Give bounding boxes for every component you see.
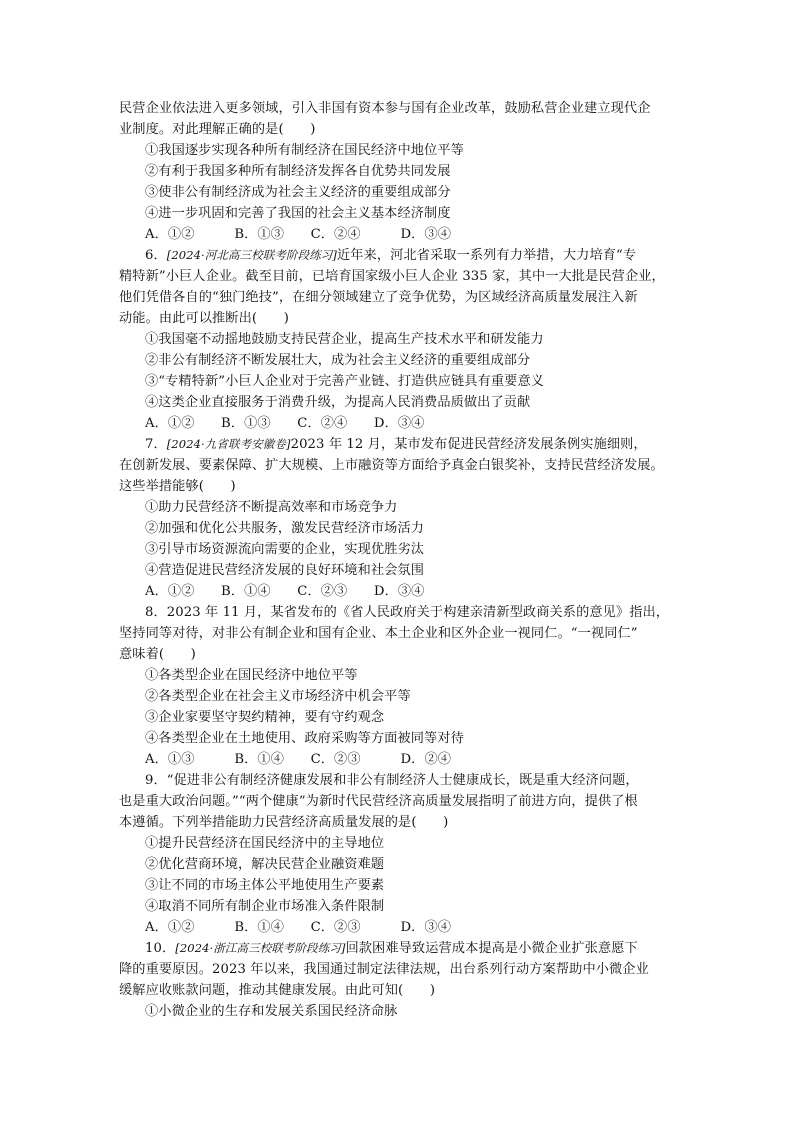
question-source: [2024·河北高三校联考阶段练习] bbox=[166, 248, 337, 262]
option-3: ③企业家要坚守契约精神，要有守约观念 bbox=[145, 710, 385, 725]
question-text-line: 这些举措能够( ) bbox=[119, 479, 236, 494]
option-4: ④营造促进民营经济发展的良好环境和社会氛围 bbox=[145, 563, 425, 578]
option-1: ①我国逐步实现各种所有制经济在国民经济中地位平等 bbox=[145, 143, 464, 158]
option-4: ④取消不同所有制企业市场准入条件限制 bbox=[145, 899, 385, 914]
question-text-line: 意味着( ) bbox=[119, 647, 196, 662]
question-text: 2023 年 12 月，某市发布促进民营经济发展条例实施细则， bbox=[290, 437, 647, 452]
question-source: [2024·九省联考安徽卷] bbox=[166, 437, 291, 451]
question-number: 6． bbox=[145, 248, 167, 263]
option-1: ①各类型企业在国民经济中地位平等 bbox=[145, 668, 358, 683]
question-number: 7． bbox=[145, 437, 167, 452]
question-8-first-line: 8．2023 年 11 月，某省发布的《省人民政府关于构建亲清新型政商关系的意见》指出， bbox=[145, 605, 670, 620]
question-text-line: 在创新发展、要素保障、扩大规模、上市融资等方面给予真金白银奖补，支持民营经济发展。 bbox=[119, 458, 664, 473]
question-text-line: 业制度。对此理解正确的是( ) bbox=[119, 122, 316, 137]
question-source: [2024·浙江高三校联考阶段练习] bbox=[175, 941, 346, 955]
question-text-line: 民营企业依法进入更多领域，引入非国有资本参与国有企业改革，鼓励私营企业建立现代企 bbox=[119, 101, 651, 116]
option-3: ③“专精特新”小巨人企业对于完善产业链、打造供应链具有重要意义 bbox=[145, 374, 545, 389]
option-3: ③使非公有制经济成为社会主义经济的重要组成部分 bbox=[145, 185, 451, 200]
answer-choices: A．①② B．①③ C．②④ D．③④ bbox=[145, 227, 452, 242]
option-1: ①助力民营经济不断提高效率和市场竞争力 bbox=[145, 500, 398, 515]
question-number: 10． bbox=[145, 941, 176, 956]
question-6-first-line bbox=[119, 245, 683, 266]
answer-choices: A．①② B．①③ C．②④ D．③④ bbox=[145, 416, 425, 431]
option-1: ①小微企业的生存和发展关系国民经济命脉 bbox=[145, 1004, 398, 1019]
option-3: ③引导市场资源流向需要的企业，实现优胜劣汰 bbox=[145, 542, 425, 557]
option-1: ①我国毫不动摇地鼓励支持民营企业，提高生产技术水平和研发能力 bbox=[145, 332, 544, 347]
question-10-first-line bbox=[119, 938, 683, 959]
option-4: ④进一步巩固和完善了我国的社会主义基本经济制度 bbox=[145, 206, 451, 221]
question-text: 近年来，河北省采取一系列有力举措，大力培育“专 bbox=[336, 248, 637, 263]
question-text-line: 也是重大政治问题。”“两个健康”为新时代民营经济高质量发展指明了前进方向，提供了根 bbox=[119, 794, 638, 809]
question-text-line: 精特新”小巨人企业。截至目前，已培育国家级小巨人企业 335 家，其中一大批是民营企业， bbox=[119, 269, 665, 284]
option-2: ②加强和优化公共服务，激发民营经济市场活力 bbox=[145, 521, 425, 536]
answer-choices: A．①② B．①④ C．②③ D．③④ bbox=[145, 920, 452, 935]
option-2: ②有利于我国多种所有制经济发挥各自优势共同发展 bbox=[145, 164, 451, 179]
question-text-line: 本遵循。下列举措能助力民营经济高质量发展的是( ) bbox=[119, 815, 449, 830]
question-text: 回款困难导致运营成本提高是小微企业扩张意愿下 bbox=[345, 941, 638, 956]
document-page bbox=[119, 98, 683, 1022]
option-2: ②各类型企业在社会主义市场经济中机会平等 bbox=[145, 689, 411, 704]
option-1: ①提升民营经济在国民经济中的主导地位 bbox=[145, 836, 385, 851]
answer-choices: A．①③ B．①④ C．②③ D．②④ bbox=[145, 752, 452, 767]
option-3: ③让不同的市场主体公平地使用生产要素 bbox=[145, 878, 385, 893]
question-text-line: 坚持同等对待，对非公有制企业和国有企业、本土企业和区外企业一视同仁。“一视同仁” bbox=[119, 626, 638, 641]
question-text-line: 缓解应收账款问题，推动其健康发展。由此可知( ) bbox=[119, 983, 436, 998]
option-4: ④各类型企业在土地使用、政府采购等方面被同等对待 bbox=[145, 731, 464, 746]
option-4: ④这类企业直接服务于消费升级，为提高人民消费品质做出了贡献 bbox=[145, 395, 531, 410]
question-7-first-line bbox=[119, 434, 683, 455]
option-2: ②非公有制经济不断发展壮大，成为社会主义经济的重要组成部分 bbox=[145, 353, 531, 368]
question-text-line: 降的重要原因。2023 年以来，我国通过制定法律法规，出台系列行动方案帮助中小微企业 bbox=[119, 962, 649, 977]
question-9-first-line: 9．“促进非公有制经济健康发展和非公有制经济人士健康成长，既是重大经济问题， bbox=[145, 773, 639, 788]
question-text-line: 他们凭借各自的“独门绝技”，在细分领域建立了竞争优势，为区域经济高质量发展注入新 bbox=[119, 290, 638, 305]
answer-choices: A．①② B．①④ C．②③ D．③④ bbox=[145, 584, 425, 599]
option-2: ②优化营商环境，解决民营企业融资难题 bbox=[145, 857, 385, 872]
question-text-line: 动能。由此可以推断出( ) bbox=[119, 311, 289, 326]
